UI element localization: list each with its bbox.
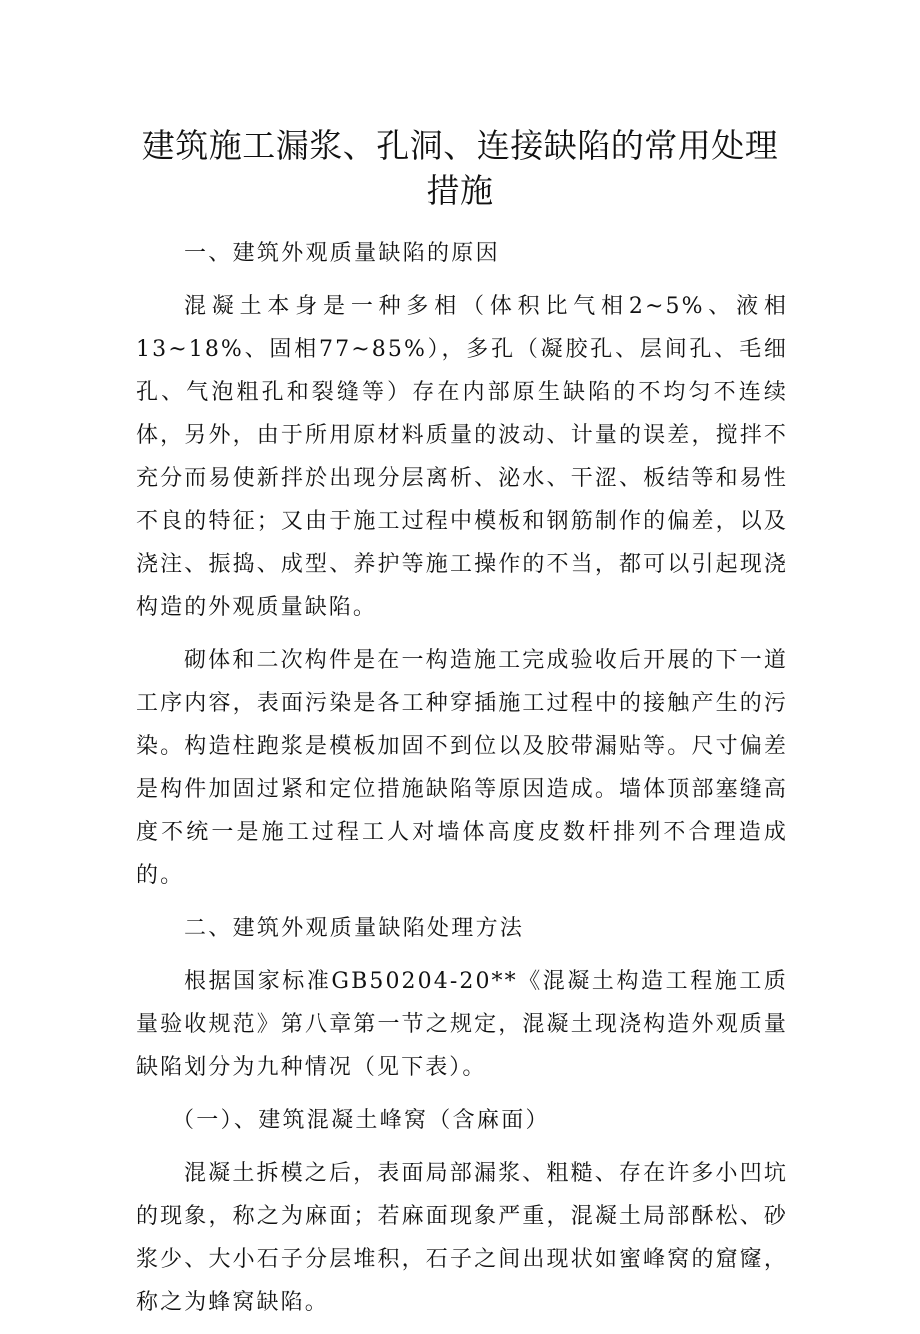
paragraph-2: 砌体和二次构件是在一构造施工完成验收后开展的下一道工序内容，表面污染是各工种穿插施工过程中的接触产生的污染。构造柱跑浆是模板加固不到位以及胶带漏贴等。尺寸偏差是构件加固过紧和定位措施缺陷等原因造成。墙体顶部塞缝高度不统一是施工过程工人对墙体高度皮数杆排列不合理造成的。 [136,648,788,888]
document-title-line-1: 建筑施工漏浆、孔洞、连接缺陷的常用处理 [141,126,779,165]
section-heading-2: 二、建筑外观质量缺陷处理方法 [184,916,525,941]
document-title-line-2: 措施 [426,171,494,210]
paragraph-4: 混凝土拆模之后，表面局部漏浆、粗糙、存在许多小凹坑的现象，称之为麻面；若麻面现象严重，混凝土局部酥松、砂浆少、大小石子分层堆积，石子之间出现状如蜜峰窝的窟窿，称之为蜂窝缺陷。 [136,1161,788,1315]
paragraph-1: 混凝土本身是一种多相（体积比气相2~5%、液相13~18%、固相77~85%），多孔（凝胶孔、层间孔、毛细孔、气泡粗孔和裂缝等）存在内部原生缺陷的不均匀不连续体，另外，由于所用原材料质量的波动、计量的误差，搅拌不充分而易使新拌於出现分层离析、泌水、干涩、板结等和易性不良的特征；又由于施工过程中模板和钢筋制作的偏差，以及浇注、振捣、成型、养护等施工操作的不当，都可以引起现浇构造的外观质量缺陷。 [136,294,788,620]
document-body [136,232,788,1334]
section-heading-1: 一、建筑外观质量缺陷的原因 [184,241,500,266]
subsection-heading-1: （一）、建筑混凝土峰窝（含麻面） [172,1108,550,1133]
paragraph-3: 根据国家标准GB50204-20**《混凝土构造工程施工质量验收规范》第八章第一节之规定，混凝土现浇构造外观质量缺陷划分为九种情况（见下表）。 [136,969,788,1080]
